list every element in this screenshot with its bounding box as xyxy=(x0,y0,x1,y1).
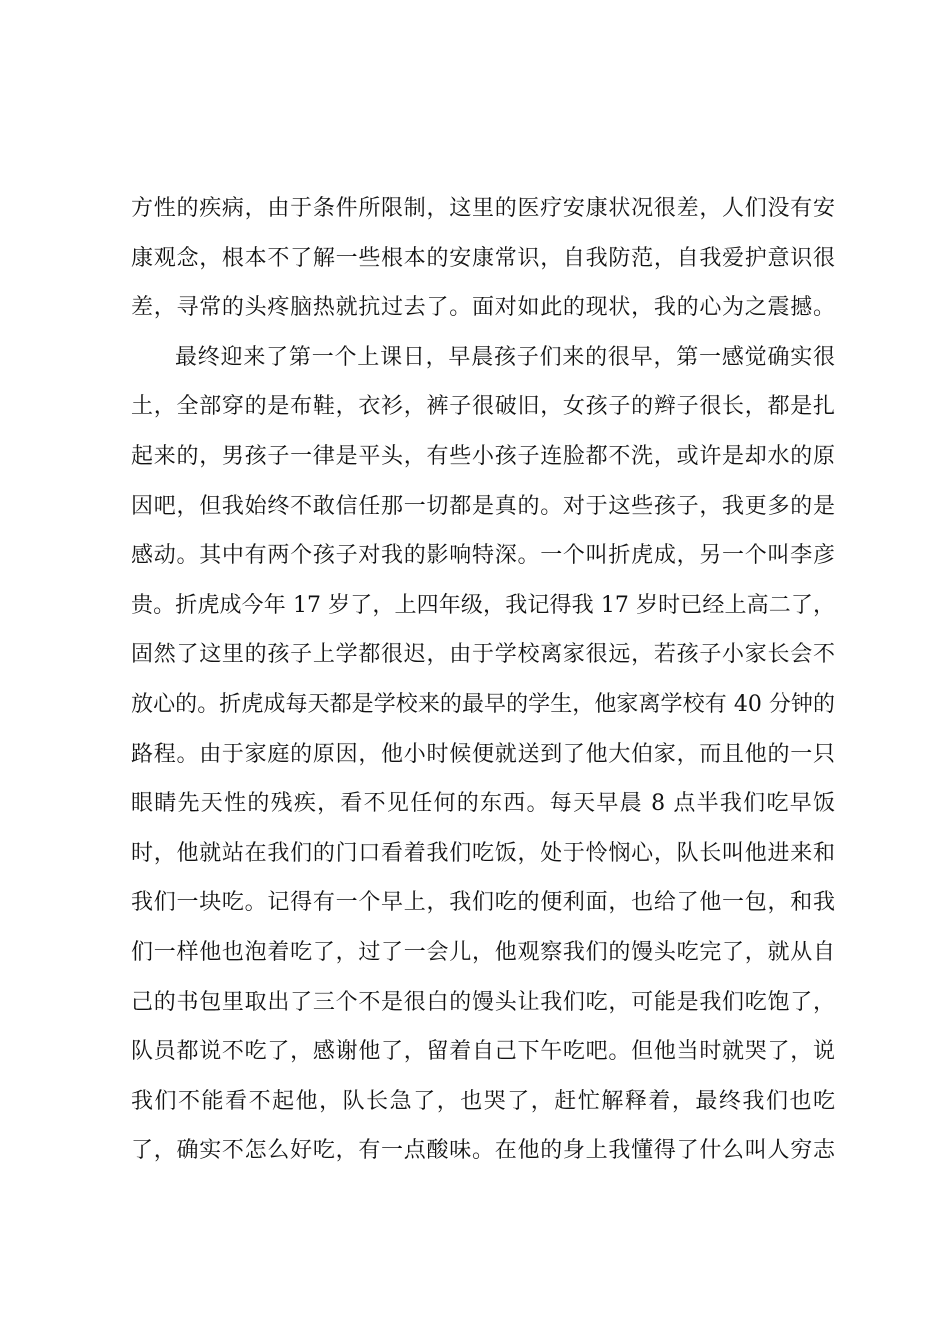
text-line: 起来的，男孩子一律是平头，有些小孩子连脸都不洗，或许是却水的原 xyxy=(131,443,835,469)
body-text xyxy=(131,184,835,1176)
text-line: 贵。折虎成今年 17 岁了，上四年级，我记得我 17 岁时已经上高二了， xyxy=(131,592,835,618)
text-line: 路程。由于家庭的原因，他小时候便就送到了他大伯家，而且他的一只 xyxy=(131,741,835,767)
text-line: 放心的。折虎成每天都是学校来的最早的学生，他家离学校有 40 分钟的 xyxy=(131,691,835,717)
text-line: 差，寻常的头疼脑热就抗过去了。面对如此的现状，我的心为之震撼。 xyxy=(131,295,835,321)
text-line: 固然了这里的孩子上学都很迟，由于学校离家很远，若孩子小家长会不 xyxy=(131,642,835,668)
text-line: 最终迎来了第一个上课日，早晨孩子们来的很早，第一感觉确实很 xyxy=(175,344,835,370)
text-line: 土，全部穿的是布鞋，衣衫，裤子很破旧，女孩子的辫子很长，都是扎 xyxy=(131,394,835,420)
text-line: 因吧，但我始终不敢信任那一切都是真的。对于这些孩子，我更多的是 xyxy=(131,493,835,519)
text-line: 眼睛先天性的残疾，看不见任何的东西。每天早晨 8 点半我们吃早饭 xyxy=(131,791,835,817)
text-line: 感动。其中有两个孩子对我的影响特深。一个叫折虎成，另一个叫李彦 xyxy=(131,543,835,569)
text-line: 我们一块吃。记得有一个早上，我们吃的便利面，也给了他一包，和我 xyxy=(131,890,835,916)
text-line: 方性的疾病，由于条件所限制，这里的医疗安康状况很差，人们没有安 xyxy=(131,196,835,221)
text-line: 我们不能看不起他，队长急了，也哭了，赶忙解释着，最终我们也吃 xyxy=(131,1088,835,1114)
text-line: 们一样他也泡着吃了，过了一会儿，他观察我们的馒头吃完了，就从自 xyxy=(131,939,835,965)
text-line: 了，确实不怎么好吃，有一点酸味。在他的身上我懂得了什么叫人穷志 xyxy=(131,1138,835,1164)
text-line: 队员都说不吃了，感谢他了，留着自己下午吃吧。但他当时就哭了，说 xyxy=(131,1039,835,1065)
text-line: 己的书包里取出了三个不是很白的馒头让我们吃，可能是我们吃饱了， xyxy=(131,989,835,1015)
text-line: 时，他就站在我们的门口看着我们吃饭，处于怜悯心，队长叫他进来和 xyxy=(131,840,835,866)
text-line: 康观念，根本不了解一些根本的安康常识，自我防范，自我爱护意识很 xyxy=(131,245,835,271)
